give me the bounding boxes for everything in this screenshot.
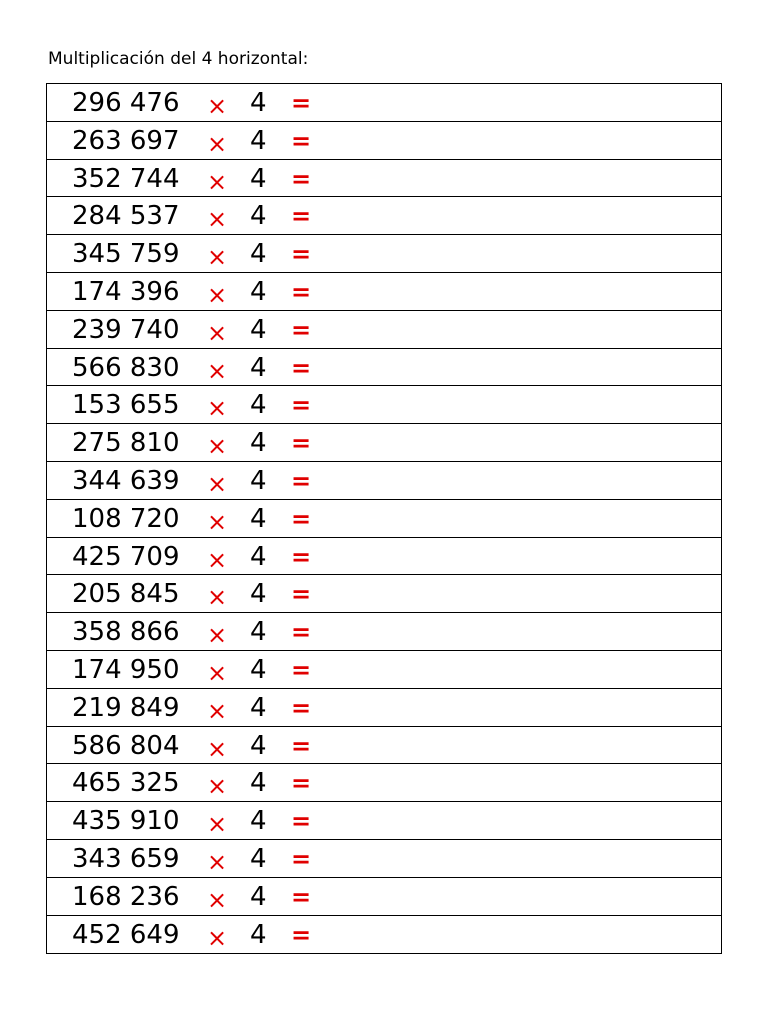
times-sign: × [207,469,228,498]
equals-sign: = [291,202,312,231]
multiplier: 4 [250,465,267,496]
multiplier: 4 [250,919,267,950]
times-sign: × [207,734,228,763]
equals-sign: = [291,89,312,117]
equals-sign: = [291,240,312,269]
multiplicand: 425 709 [72,541,180,572]
equals-sign: = [291,618,312,647]
equals-sign: = [291,769,312,798]
table-row [47,424,721,462]
times-sign: × [207,507,228,536]
equals-sign: = [291,655,312,684]
times-sign: × [207,356,228,385]
table-row [47,651,721,689]
multiplier: 4 [250,88,267,118]
times-sign: × [207,280,228,309]
multiplicand: 275 810 [72,428,180,459]
table-row [47,840,721,878]
multiplier: 4 [250,201,267,232]
equals-sign: = [291,920,312,949]
times-sign: × [207,696,228,725]
times-sign: × [207,318,228,347]
multiplier: 4 [250,314,267,345]
multiplicand: 352 744 [72,163,180,194]
multiplicand: 168 236 [72,881,180,912]
times-sign: × [207,167,228,196]
times-sign: × [207,885,228,914]
table-row [47,349,721,387]
multiplier: 4 [250,163,267,194]
multiplier: 4 [250,843,267,874]
equals-sign: = [291,542,312,571]
multiplicand: 284 537 [72,201,180,232]
multiplicand: 566 830 [72,352,180,383]
times-sign: × [207,621,228,650]
multiplication-table [46,83,722,954]
multiplicand: 153 655 [72,390,180,421]
multiplicand: 174 950 [72,654,180,685]
equals-sign: = [291,126,312,155]
equals-sign: = [291,164,312,193]
multiplier: 4 [250,730,267,761]
page-title: Multiplicación del 4 horizontal: [48,49,309,69]
equals-sign: = [291,882,312,911]
multiplier: 4 [250,654,267,685]
times-sign: × [207,810,228,839]
equals-sign: = [291,807,312,836]
multiplicand: 296 476 [72,88,180,118]
multiplier: 4 [250,768,267,799]
multiplicand: 263 697 [72,125,180,156]
equals-sign: = [291,315,312,344]
table-row [47,273,721,311]
table-row [47,613,721,651]
multiplier: 4 [250,239,267,270]
table-row [47,764,721,802]
table-row [47,197,721,235]
table-row [47,878,721,916]
times-sign: × [207,772,228,801]
multiplier: 4 [250,881,267,912]
times-sign: × [207,129,228,158]
multiplier: 4 [250,806,267,837]
multiplier: 4 [250,541,267,572]
equals-sign: = [291,277,312,306]
multiplicand: 465 325 [72,768,180,799]
times-sign: × [207,923,228,952]
times-sign: × [207,92,228,120]
equals-sign: = [291,504,312,533]
multiplier: 4 [250,579,267,610]
table-row [47,802,721,840]
table-row [47,311,721,349]
multiplier: 4 [250,276,267,307]
table-row [47,462,721,500]
equals-sign: = [291,466,312,495]
table-row [47,122,721,160]
equals-sign: = [291,580,312,609]
table-row [47,160,721,198]
multiplicand: 344 639 [72,465,180,496]
times-sign: × [207,432,228,461]
multiplier: 4 [250,125,267,156]
times-sign: × [207,847,228,876]
table-row [47,235,721,273]
multiplicand: 586 804 [72,730,180,761]
multiplicand: 219 849 [72,692,180,723]
times-sign: × [207,394,228,423]
times-sign: × [207,205,228,234]
equals-sign: = [291,731,312,760]
times-sign: × [207,658,228,687]
equals-sign: = [291,844,312,873]
multiplier: 4 [250,428,267,459]
multiplicand: 205 845 [72,579,180,610]
multiplier: 4 [250,617,267,648]
multiplier: 4 [250,352,267,383]
multiplicand: 174 396 [72,276,180,307]
multiplicand: 343 659 [72,843,180,874]
equals-sign: = [291,693,312,722]
multiplicand: 435 910 [72,806,180,837]
table-row [47,500,721,538]
times-sign: × [207,545,228,574]
table-row [47,689,721,727]
multiplier: 4 [250,390,267,421]
multiplier: 4 [250,503,267,534]
table-row [47,916,721,954]
multiplier: 4 [250,692,267,723]
equals-sign: = [291,429,312,458]
table-row [47,575,721,613]
table-row [47,386,721,424]
multiplicand: 345 759 [72,239,180,270]
multiplicand: 108 720 [72,503,180,534]
multiplicand: 239 740 [72,314,180,345]
table-row [47,538,721,576]
times-sign: × [207,243,228,272]
table-row [47,84,721,122]
equals-sign: = [291,353,312,382]
times-sign: × [207,583,228,612]
multiplicand: 358 866 [72,617,180,648]
multiplicand: 452 649 [72,919,180,950]
equals-sign: = [291,391,312,420]
table-row [47,727,721,765]
